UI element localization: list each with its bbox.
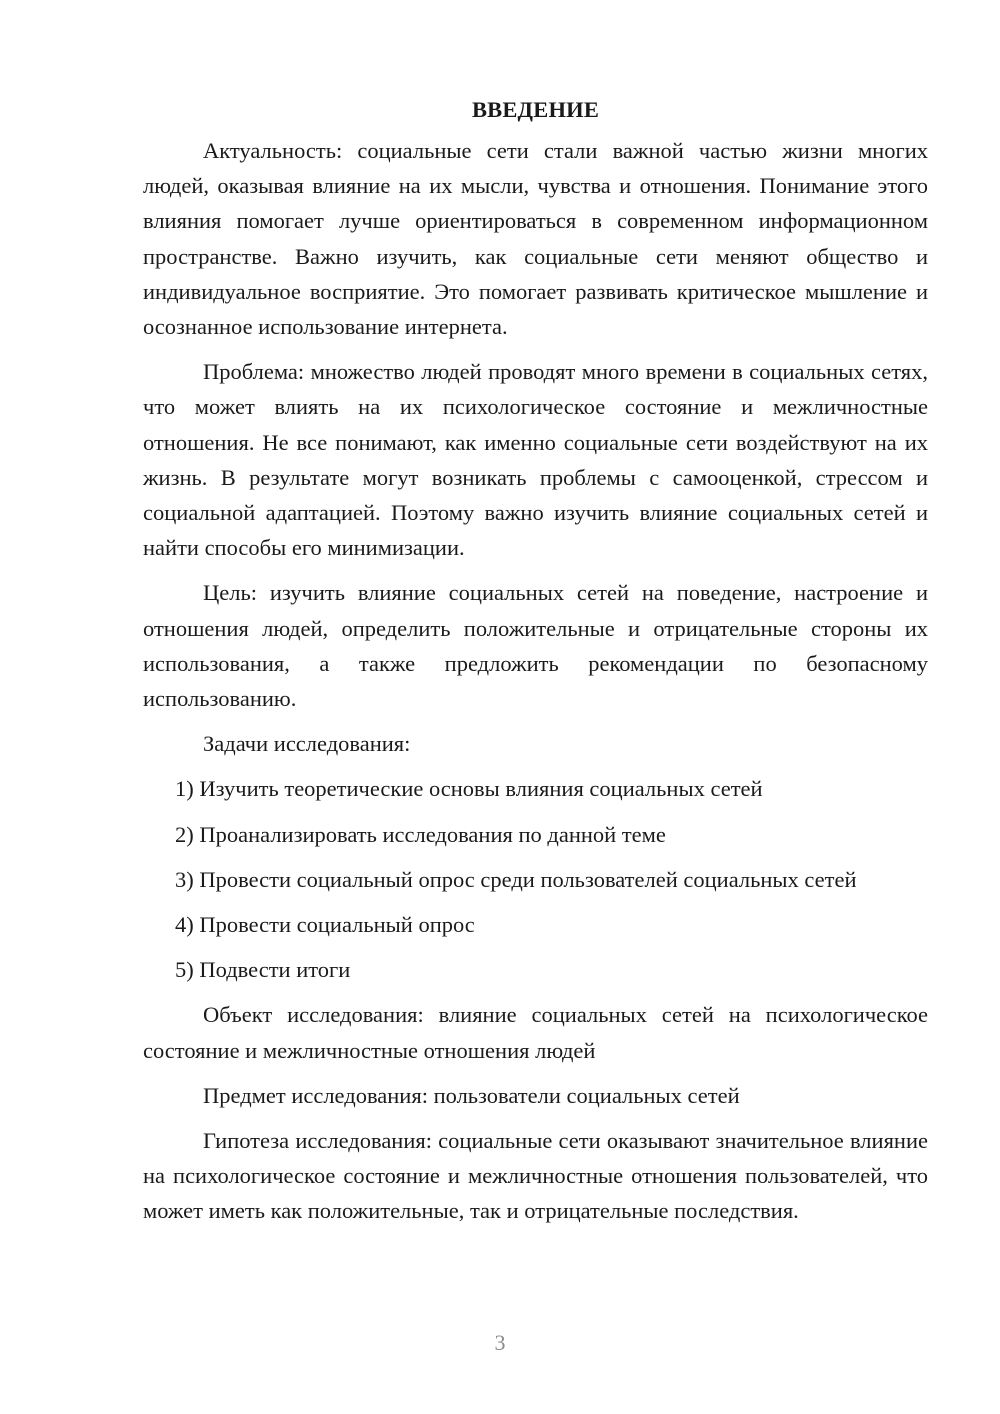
list-item: 2) Проанализировать исследования по данной теме <box>175 821 666 847</box>
object-paragraph: Объект исследования: влияние социальных сетей на психологическое состояние и межличностные отношения людей <box>143 1002 928 1063</box>
relevance-paragraph: Актуальность: социальные сети стали важной частью жизни многих людей, оказывая влияние на их мысли, чувства и отношения. Понимание этого влияния помогает лучше ориентироваться в современном информационном пространстве. Важно изучить, как социальные сети меняют общество и индивидуальное восприятие. Это помогает развивать критическое мышление и осознанное использование интернета. <box>143 138 928 340</box>
problem-paragraph: Проблема: множество людей проводят много времени в социальных сетях, что может влиять на их психологическое состояние и межличностные отношения. Не все понимают, как именно социальные сети воздействуют на их жизнь. В результате могут возникать проблемы с самооценкой, стрессом и социальной адаптацией. Поэтому важно изучить влияние социальных сетей и найти способы его минимизации. <box>143 359 928 561</box>
list-item: 3) Провести социальный опрос среди пользователей социальных сетей <box>175 866 857 892</box>
document-page <box>143 92 928 1239</box>
list-item: 4) Провести социальный опрос <box>175 912 475 938</box>
subject-paragraph: Предмет исследования: пользователи социальных сетей <box>203 1082 740 1108</box>
page-title: ВВЕДЕНИЕ <box>471 97 600 122</box>
list-item: 5) Подвести итоги <box>175 957 351 983</box>
hypothesis-paragraph: Гипотеза исследования: социальные сети оказывают значительное влияние на психологическое состояние и межличностные отношения пользователей, что может иметь как положительные, так и отрицательные последствия. <box>143 1128 928 1224</box>
tasks-list <box>143 771 928 987</box>
page-number: 3 <box>494 1330 506 1355</box>
list-item: 1) Изучить теоретические основы влияния социальных сетей <box>175 776 763 802</box>
goal-paragraph: Цель: изучить влияние социальных сетей на поведение, настроение и отношения людей, определить положительные и отрицательные стороны их использования, а также предложить рекомендации по безопасному использованию. <box>143 580 928 712</box>
tasks-heading: Задачи исследования: <box>203 731 411 757</box>
